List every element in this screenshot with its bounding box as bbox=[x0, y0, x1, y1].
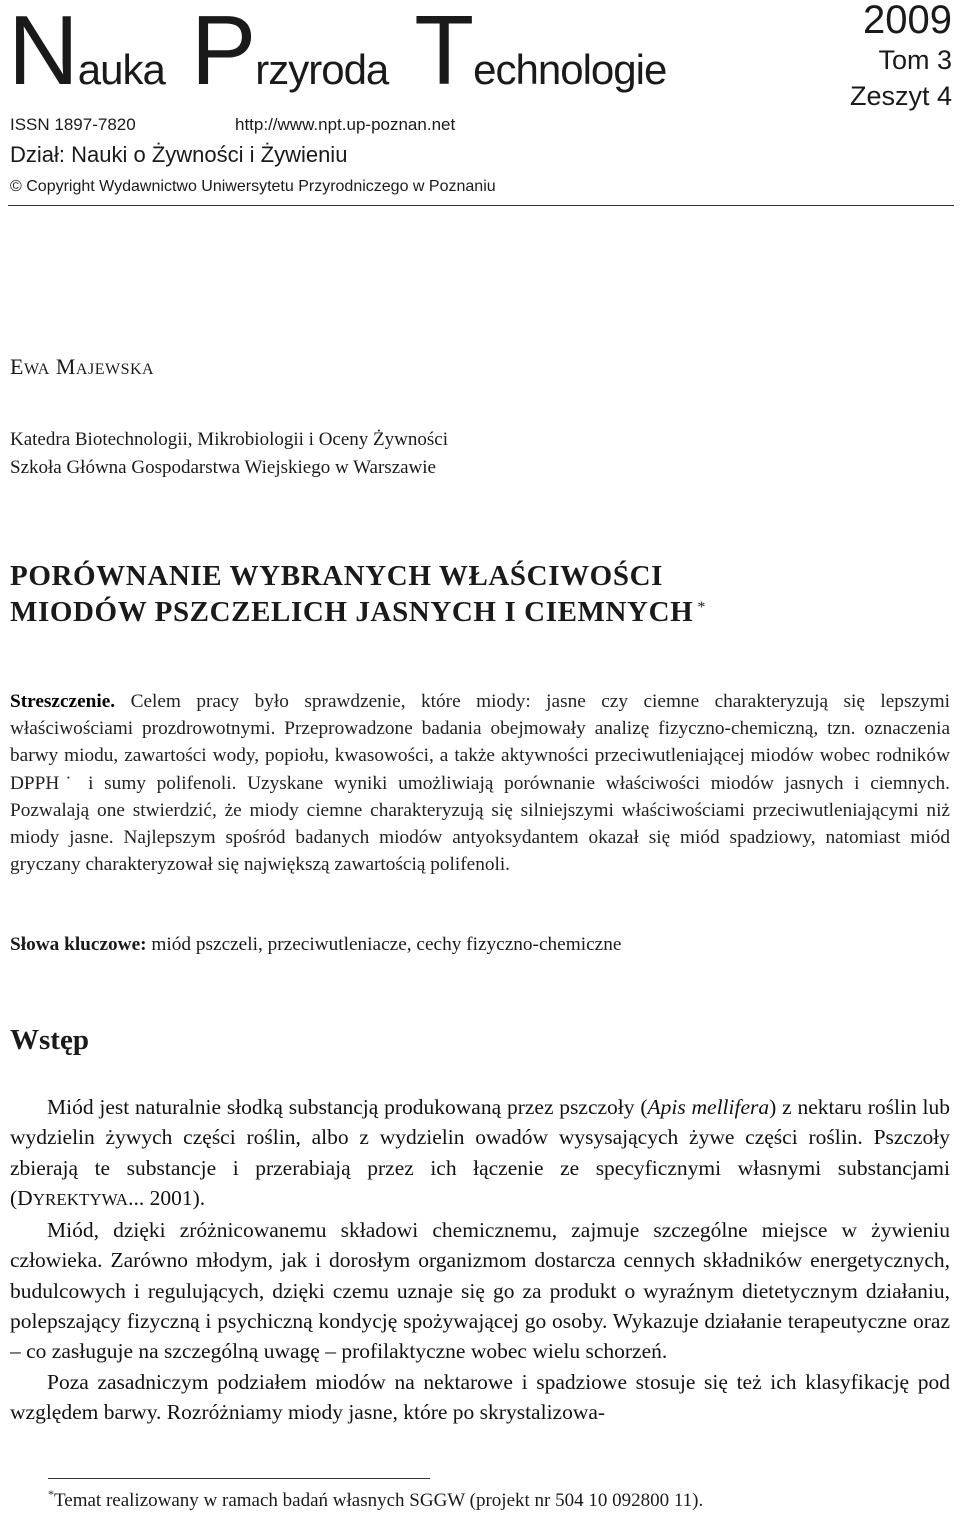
intro-paragraph-2: Miód, dzięki zróżnicowanemu składowi chemicznemu, zajmuje szczególne miejsce w żywieniu człowieka. Zarówno młodym, jak i dorosłym organizmom dostarcza cennych składników energetycznych, budulcowych i regulujących, dzięki czemu uznaje się go za produkt o wyraźnym dietetycznym działaniu, polepszający fizyczną i psychiczną kondycję spożywającej go osoby. Wykazuje działanie terapeutyczne oraz – co zasługuje na szczególną uwagę – profilaktyczne wobec wielu schorzeń. bbox=[10, 1218, 950, 1364]
abstract-text: Celem pracy było sprawdzenie, które miody: jasne czy ciemne charakteryzują się lepszymi właściwościami prozdrowotnymi. Przeprowadzone badania obejmowały analizę fizyczno-chemiczną, tzn. oznaczenia barwy miodu, zawartości wody, popiołu, kwasowości, a także aktywności przeciwutleniającej miodów wobec rodników DPPH˙ i sumy polifenoli. Uzyskane wyniki umożliwiają porównanie właściwości miodów jasnych i ciemnych. Pozwalają one stwierdzić, że miody ciemne charakteryzują się silniejszymi właściwościami przeciwutleniającymi niż miody jasne. Najlepszym spośród badanych miodów antyoksydantem okazał się miód spadziowy, natomiast miód gryczany charakteryzował się największą zawartością polifenoli. bbox=[10, 691, 951, 876]
journal-title-word-2: Przyroda bbox=[190, 0, 389, 105]
title-footnote-mark: * bbox=[697, 599, 706, 616]
header-divider bbox=[8, 205, 954, 206]
abstract bbox=[10, 688, 950, 878]
footnote-mark: * bbox=[48, 1487, 54, 1501]
copyright-notice bbox=[10, 178, 496, 196]
journal-title-word-1: Nauka bbox=[8, 0, 165, 105]
affiliation-department: Katedra Biotechnologii, Mikrobiologii i Oceny Żywności bbox=[10, 429, 448, 450]
intro-body bbox=[10, 1092, 950, 1427]
journal-title bbox=[8, 0, 692, 105]
author-name: EWA MAJEWSKA bbox=[10, 354, 155, 379]
copyright-text: Copyright Wydawnictwo Uniwersytetu Przyrodniczego w Poznaniu bbox=[26, 178, 496, 195]
footnote bbox=[48, 1487, 704, 1512]
paper-title-line-1: PORÓWNANIE WYBRANYCH WŁAŚCIWOŚCI bbox=[10, 560, 663, 592]
affiliation-university: Szkoła Główna Gospodarstwa Wiejskiego w Warszawie bbox=[10, 457, 436, 478]
footnote-divider bbox=[48, 1478, 430, 1479]
journal-section: Dział: Nauki o Żywności i Żywieniu bbox=[10, 142, 348, 167]
journal-year: 2009 bbox=[863, 0, 952, 42]
copyright-symbol: © bbox=[10, 178, 22, 195]
keywords-label: Słowa kluczowe: bbox=[10, 934, 147, 955]
journal-volume: Tom 3 bbox=[878, 45, 952, 75]
species-name: Apis mellifera bbox=[647, 1095, 770, 1119]
intro-paragraph-1: Miód jest naturalnie słodką substancją produkowaną przez pszczoły (Apis mellifera) z nektaru roślin lub wydzielin żywych części roślin, albo z wydzielin owadów wysysających żywe części roślin. Pszczoły zbierają te substancje i przerabiają przez ich łączenie ze specyficznymi własnymi substancjami (DYREKTYWA... 2001). bbox=[10, 1095, 950, 1210]
section-heading-intro: Wstęp bbox=[10, 1024, 89, 1056]
keywords bbox=[10, 934, 950, 956]
paper-title-line-2: MIODÓW PSZCZELICH JASNYCH I CIEMNYCH * bbox=[10, 596, 706, 628]
keywords-text: miód pszczeli, przeciwutleniacze, cechy fizyczno-chemiczne bbox=[151, 934, 622, 955]
journal-url[interactable]: http://www.npt.up-poznan.net bbox=[235, 115, 456, 134]
issn: ISSN 1897-7820 bbox=[10, 115, 136, 134]
intro-paragraph-3: Poza zasadniczym podziałem miodów na nektarowe i spadziowe stosuje się też ich klasyfikację pod względem barwy. Rozróżniamy miody jasne, które po skrystalizowa- bbox=[10, 1369, 950, 1424]
abstract-label: Streszczenie. bbox=[10, 691, 116, 712]
paper-title bbox=[10, 558, 706, 630]
journal-title-word-3: Technologie bbox=[414, 0, 667, 105]
footnote-text: Temat realizowany w ramach badań własnych SGGW (projekt nr 504 10 092800 11). bbox=[54, 1490, 704, 1511]
citation: DYREKTYWA bbox=[17, 1185, 129, 1210]
journal-issue: Zeszyt 4 bbox=[849, 81, 952, 111]
